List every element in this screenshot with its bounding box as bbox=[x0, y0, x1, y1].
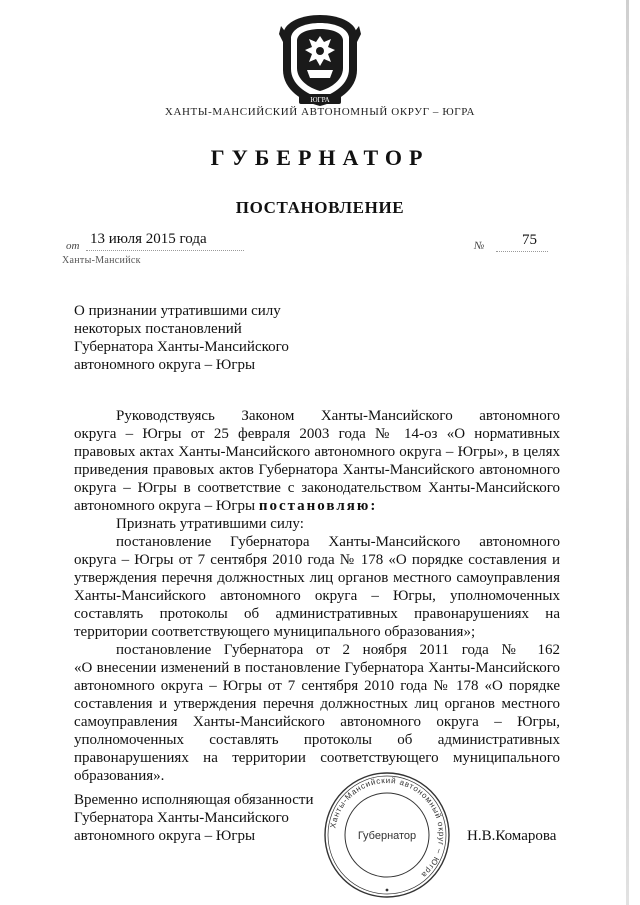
decree-number: 75 bbox=[522, 232, 537, 248]
resolve-word: постановляю: bbox=[258, 498, 378, 514]
decree-body bbox=[74, 407, 560, 785]
seal-ring-text: Ханты-Мансийский автономный округ – Югра bbox=[328, 775, 447, 880]
body-line: округа – Югры от 25 февраля 2003 года № 14-оз «О нормативных bbox=[74, 426, 560, 442]
item2-line: самоуправления Ханты-Мансийского автономного округа – Югры, bbox=[74, 714, 560, 730]
seal-center-text: Губернатор bbox=[357, 830, 417, 842]
emblem-text: ЮГРА bbox=[310, 96, 330, 104]
item2-line: уполномоченных составлять протоколы об административных bbox=[74, 732, 560, 748]
region-name: ХАНТЫ-МАНСИЙСКИЙ АВТОНОМНЫЙ ОКРУГ – ЮГРА bbox=[164, 106, 476, 118]
official-seal-stamp bbox=[322, 770, 452, 900]
title-line: О признании утратившими силу bbox=[74, 303, 281, 319]
position-line: Временно исполняющая обязанности bbox=[74, 792, 314, 808]
item2-line: составления и утверждения перечня должностных лиц органов местного bbox=[74, 696, 560, 712]
governor-heading: ГУБЕРНАТОР bbox=[210, 145, 430, 170]
title-line: автономного округа – Югры bbox=[74, 357, 256, 373]
city-name: Ханты-Мансийск bbox=[62, 255, 141, 266]
position-line: автономного округа – Югры bbox=[74, 828, 256, 844]
item2-line: образования». bbox=[74, 768, 165, 784]
date-label: от bbox=[66, 240, 80, 252]
number-underline bbox=[496, 251, 548, 252]
coat-of-arms-icon bbox=[277, 12, 363, 108]
body-line: Руководствуясь Законом Ханты-Мансийского автономного bbox=[116, 408, 560, 424]
item2-line: «О внесении изменений в постановление Губернатора Ханты-Мансийского bbox=[74, 660, 560, 676]
body-line: округа – Югры в соответствие с законодательством Ханты-Мансийского bbox=[74, 480, 560, 496]
signer-name: Н.В.Комарова bbox=[467, 828, 557, 844]
item1-line: территории соответствующего муниципального образования»; bbox=[74, 624, 476, 640]
title-line: Губернатора Ханты-Мансийского bbox=[74, 339, 289, 355]
title-line: некоторых постановлений bbox=[74, 321, 242, 337]
body-line: правовых актах Ханты-Мансийского автономного округа – Югры», в целях bbox=[74, 444, 560, 460]
body-line bbox=[74, 497, 560, 515]
decree-date: 13 июля 2015 года bbox=[90, 231, 207, 247]
signer-position bbox=[74, 791, 334, 845]
number-label: № bbox=[474, 240, 485, 252]
recognize-line: Признать утратившими силу: bbox=[116, 516, 304, 532]
position-line: Губернатора Ханты-Мансийского bbox=[74, 810, 289, 826]
body-line: приведения правовых актов Губернатора Ханты-Мансийского автономного bbox=[74, 462, 560, 478]
item1-line: постановление Губернатора Ханты-Мансийского автономного bbox=[116, 534, 560, 550]
item2-line: постановление Губернатора от 2 ноября 2011 года № 162 bbox=[116, 642, 560, 658]
item1-line: утверждения перечня должностных лиц органов местного самоуправления bbox=[74, 570, 560, 586]
item2-line: правонарушениях на территории соответствующего муниципального bbox=[74, 750, 560, 766]
date-underline bbox=[86, 250, 244, 251]
body-line-text: автономного округа – Югры bbox=[74, 498, 259, 514]
scan-edge bbox=[626, 0, 629, 905]
item2-line: автономного округа – Югры от 7 сентября 2010 года № 178 «О порядке bbox=[74, 678, 560, 694]
item1-line: составлять протоколы об административных правонарушениях на bbox=[74, 606, 560, 622]
item1-line: округа – Югры от 7 сентября 2010 года № 178 «О порядке составления и bbox=[74, 552, 560, 568]
item1-line: Ханты-Мансийского автономного округа – Югры, уполномоченных bbox=[74, 588, 560, 604]
decree-title bbox=[74, 302, 394, 374]
decree-type-heading: ПОСТАНОВЛЕНИЕ bbox=[235, 198, 405, 217]
